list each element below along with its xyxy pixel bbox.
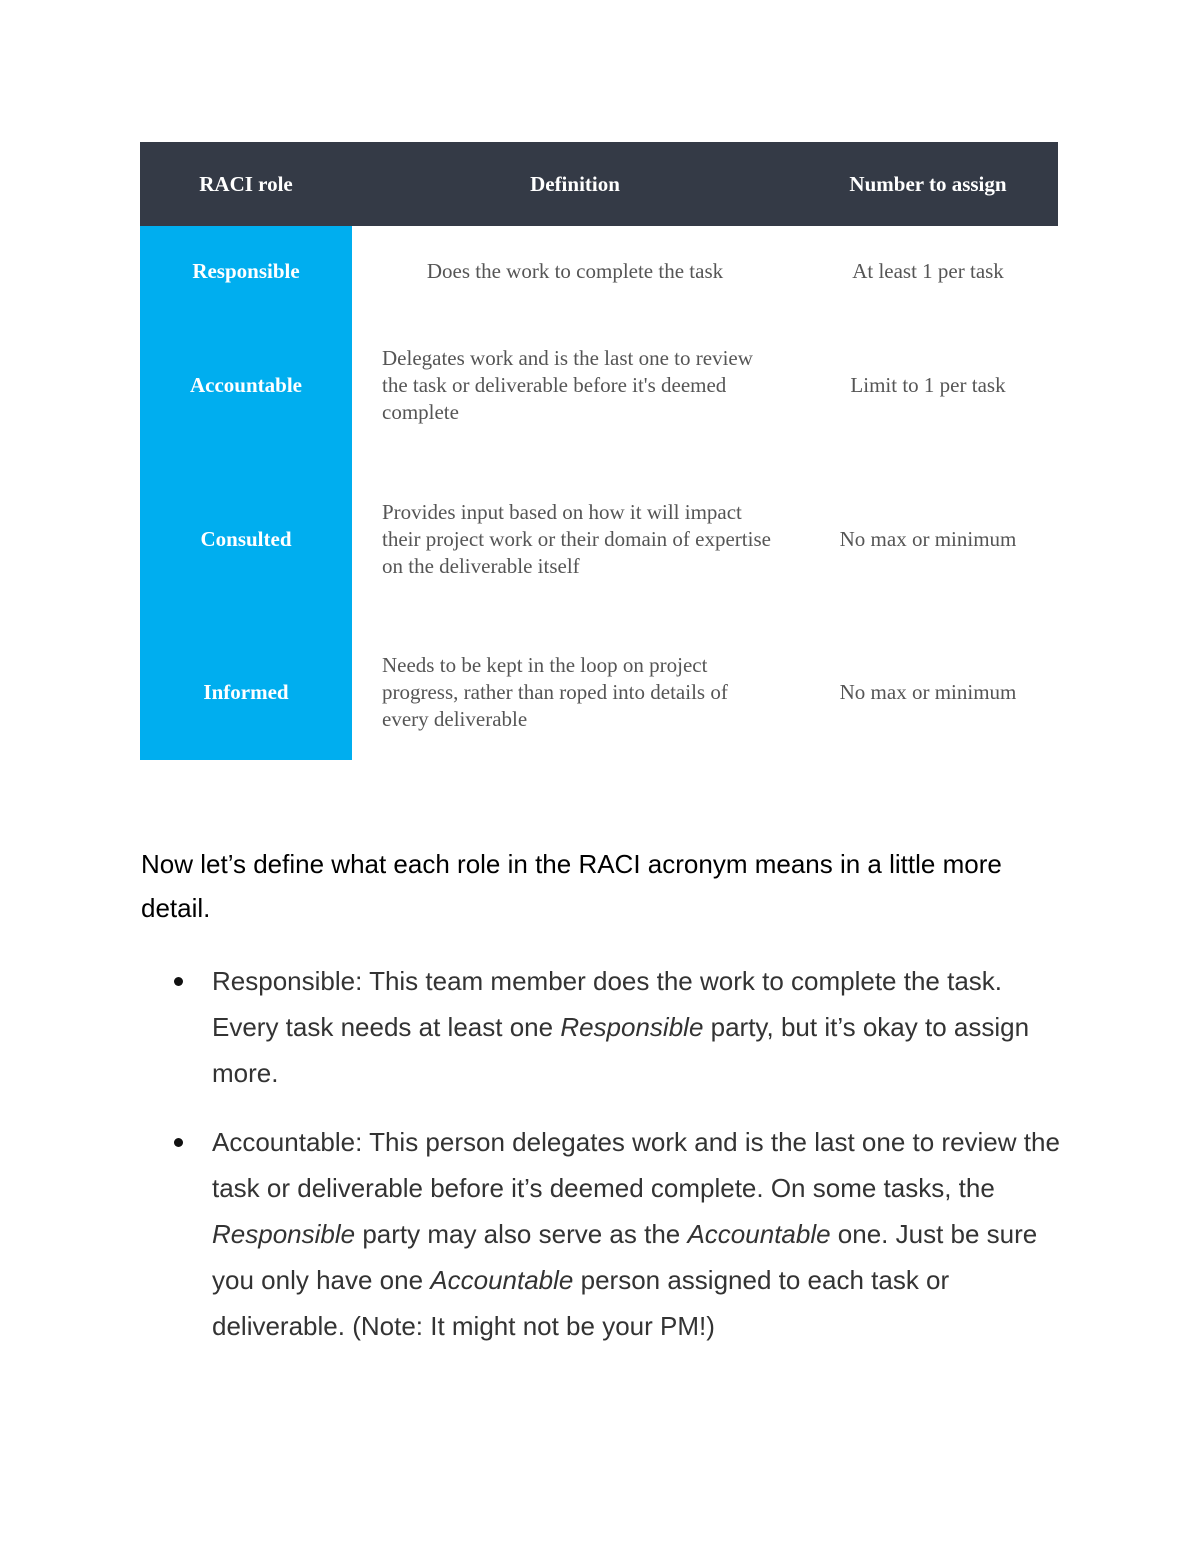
number-cell: Limit to 1 per task (850, 372, 1006, 397)
intro-paragraph: Now let’s define what each role in the RACI acronym means in a little more detail. (141, 849, 1002, 923)
role-definitions-list (212, 958, 1072, 1372)
list-item-responsible (212, 958, 1072, 1096)
role-cell-informed: Informed (140, 624, 352, 760)
header-definition: Definition (352, 142, 798, 226)
bullet-text: party, but it’s okay to assign more. (212, 1012, 1030, 1088)
bullet-text: Accountable: This person delegates work and is the last one to review the task or deliverable before it’s deemed complete. On some tasks, the (212, 1127, 1060, 1203)
table-header-row (140, 142, 1058, 226)
raci-table (140, 142, 1058, 760)
number-cell: At least 1 per task (852, 258, 1004, 283)
number-cell: No max or minimum (839, 679, 1017, 704)
definition-cell: Does the work to complete the task (426, 258, 724, 283)
bullet-emphasis: Accountable (430, 1265, 574, 1295)
definition-cell: Provides input based on how it will impact their project work or their domain of expertise on the deliverable itself (382, 499, 771, 578)
header-raci-role: RACI role (140, 142, 352, 226)
bullet-emphasis: Responsible (560, 1012, 704, 1042)
definition-cell: Needs to be kept in the loop on project progress, rather than roped into details of every deliverable (382, 652, 728, 731)
bullet-text: Responsible: This team member does the work to complete the task. Every task needs at least one (212, 966, 1003, 1042)
definition-cell: Delegates work and is the last one to review the task or deliverable before it's deemed complete (382, 345, 753, 424)
bullet-emphasis: Responsible (212, 1219, 356, 1249)
bullet-emphasis: Accountable (687, 1219, 831, 1249)
bullet-icon (174, 1138, 183, 1147)
bullet-text: person assigned to each task or deliverable. (Note: It might not be your PM!) (212, 1265, 950, 1341)
table-row (140, 316, 1058, 454)
table-row (140, 454, 1058, 624)
role-cell-accountable: Accountable (140, 316, 352, 454)
role-cell-consulted: Consulted (140, 454, 352, 624)
table-row (140, 624, 1058, 760)
number-cell: No max or minimum (839, 526, 1017, 551)
bullet-icon (174, 977, 183, 986)
bullet-text: party may also serve as the (355, 1219, 688, 1249)
header-number-to-assign: Number to assign (798, 142, 1058, 226)
table-row (140, 226, 1058, 316)
role-cell-responsible: Responsible (140, 226, 352, 316)
bullet-text: one. Just be sure you only have one (212, 1219, 1038, 1295)
list-item-accountable (212, 1119, 1072, 1349)
